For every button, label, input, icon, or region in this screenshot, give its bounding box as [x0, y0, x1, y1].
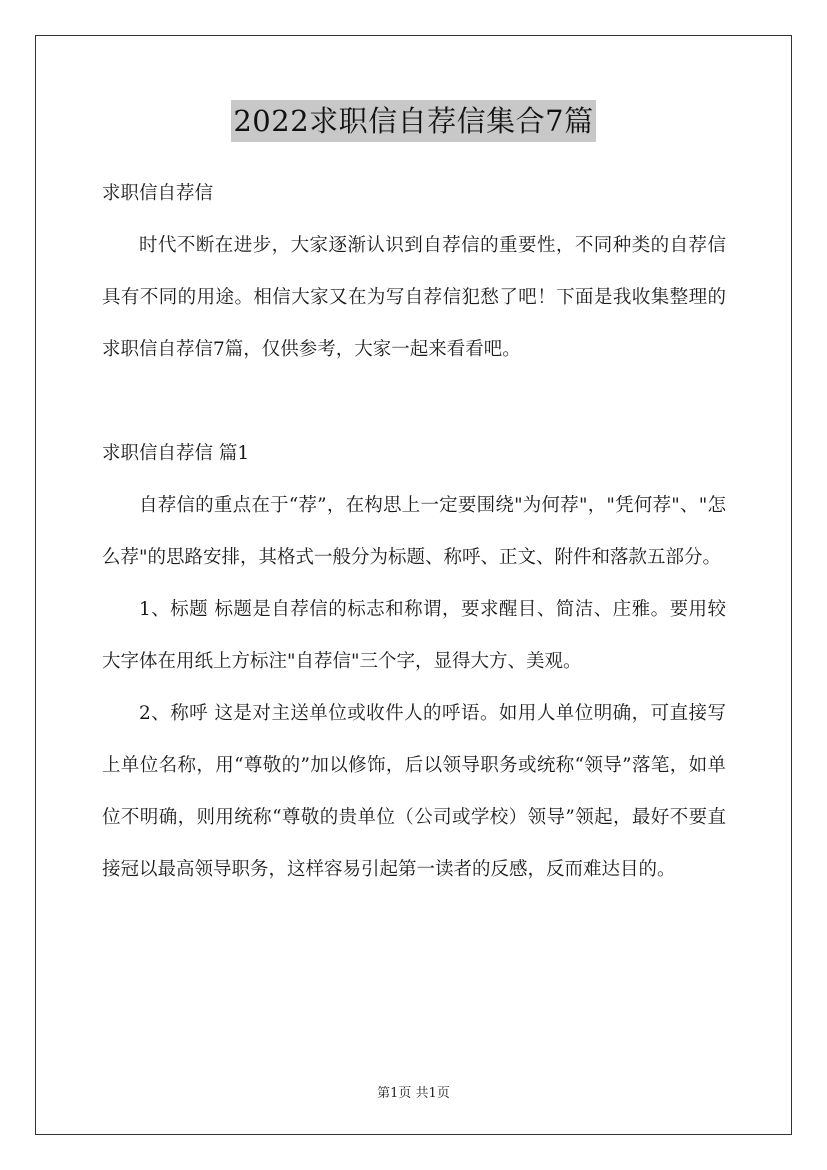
document-title: 2022求职信自荐信集合7篇 [231, 100, 595, 142]
title-container [0, 100, 827, 142]
section1-paragraph: 1、标题 标题是自荐信的标志和称谓，要求醒目、简洁、庄雅。要用较大字体在用纸上方标注"自荐信"三个字，显得大方、美观。 [102, 599, 726, 672]
section1-paragraph: 自荐信的重点在于“荐”，在构思上一定要围绕"为何荐"，"凭何荐"、"怎么荐"的思路安排，其格式一般分为标题、称呼、正文、附件和落款五部分。 [102, 495, 726, 568]
section-spacer [102, 376, 726, 428]
section1-heading: 求职信自荐信 篇1 [102, 443, 250, 464]
document-body [102, 168, 726, 896]
intro-heading: 求职信自荐信 [102, 183, 214, 204]
intro-paragraph: 时代不断在进步，大家逐渐认识到自荐信的重要性，不同种类的自荐信具有不同的用途。相信大家又在为写自荐信犯愁了吧！下面是我收集整理的求职信自荐信7篇，仅供参考，大家一起来看看吧。 [102, 235, 726, 360]
page-footer: 第1页 共1页 [377, 1086, 450, 1101]
section1-paragraph: 2、称呼 这是对主送单位或收件人的呼语。如用人单位明确，可直接写上单位名称，用“尊敬的”加以修饰，后以领导职务或统称“领导”落笔，如单位不明确，则用统称“尊敬的贵单位（公司或学校）领导”领起，最好不要直接冠以最高领导职务，这样容易引起第一读者的反感，反而难达目的。 [102, 703, 726, 880]
